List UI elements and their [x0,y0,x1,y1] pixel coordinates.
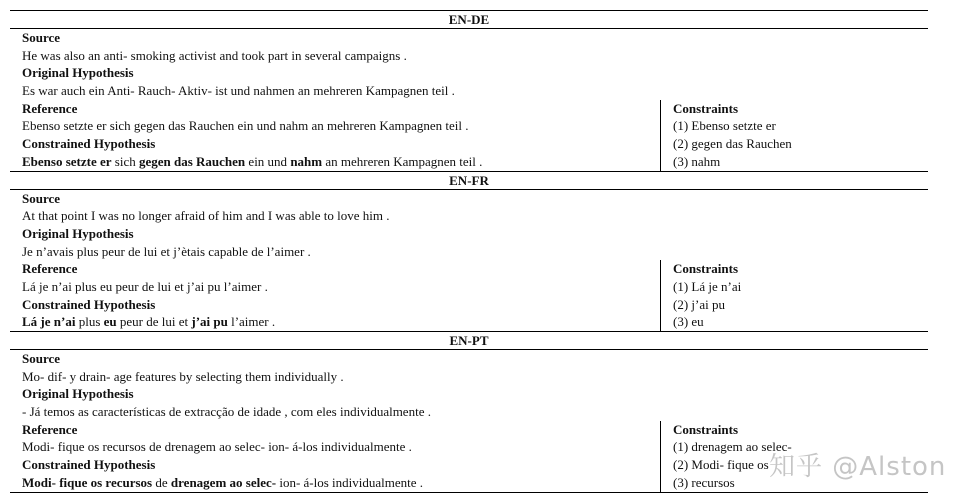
constraint-item: (2) j’ai pu [673,296,725,312]
examples-table [10,10,928,493]
constrained-hypothesis-label: Constrained Hypothesis [22,457,156,473]
constraints-label: Constraints [673,421,739,437]
hypothesis-segment: an mehreren Kampagnen teil . [322,153,483,169]
constraint-match: drenagem ao selec- [170,474,277,490]
constrained-hypothesis-label: Constrained Hypothesis [22,296,156,312]
constraint-match: gegen das Rauchen [138,153,246,169]
rule [10,492,928,493]
language-pair-title: EN-PT [449,333,489,348]
reference-label: Reference [22,100,78,116]
constraint-item: (1) Lá je n’ai [673,278,742,294]
block-en-de [10,11,928,172]
hypothesis-segment: peur de lui et [116,314,192,330]
language-pair-title: EN-DE [448,12,490,27]
constraints-label: Constraints [673,261,739,277]
reference-column [10,260,661,331]
source-text: He was also an anti- smoking activist and took part in several campaigns . [22,47,407,63]
original-hypothesis-label: Original Hypothesis [22,65,134,81]
source-text: Mo- dif- y drain- age features by selecting them individually . [22,368,344,384]
constraints-label: Constraints [673,100,739,116]
constraint-item: (3) nahm [673,153,721,169]
reference-text: Ebenso setzte er sich gegen das Rauchen ein und nahm an mehreren Kampagnen teil . [22,118,469,134]
reference-label: Reference [22,421,78,437]
reference-constraints-grid [10,100,928,171]
hypothesis-segment: ion- á-los individualmente . [276,474,424,490]
reference-constraints-grid [10,260,928,331]
hypothesis-segment: de [152,474,171,490]
constraints-column [661,100,792,171]
original-hypothesis-text: - Já temos as características de extracção de idade , com eles individualmente . [22,404,431,420]
constraint-item: (1) Ebenso setzte er [673,118,776,134]
constraints-column [661,260,741,331]
original-hypothesis-label: Original Hypothesis [22,386,134,402]
constraint-match: Lá je n’ai [22,314,76,330]
source-label: Source [22,351,61,366]
constraint-item: (1) drenagem ao selec- [673,439,792,455]
constrained-hypothesis-text [22,153,660,171]
original-hypothesis-text: Es war auch ein Anti- Rauch- Aktiv- ist und nahmen an mehreren Kampagnen teil . [22,83,455,99]
constrained-hypothesis-text [22,474,660,492]
constraint-match: Ebenso setzte er [22,153,112,169]
original-hypothesis-text: Je n’avais plus peur de lui et j’ètais capable de l’aimer . [22,243,311,259]
constraint-item: (3) recursos [673,474,735,490]
reference-text: Lá je n’ai plus eu peur de lui et j’ai pu l’aimer . [22,278,268,294]
constraint-item: (2) gegen das Rauchen [673,136,792,152]
reference-column [10,421,661,492]
constraint-match: j’ai pu [191,314,228,330]
block-en-fr [10,172,928,333]
watermark: 知乎 @Alston [769,452,947,482]
reference-text: Modi- fique os recursos de drenagem ao selec- ion- á-los individualmente . [22,439,412,455]
source-label: Source [22,30,61,45]
hypothesis-segment: l’aimer . [227,314,276,330]
reference-label: Reference [22,261,78,277]
hypothesis-segment: sich [111,153,139,169]
language-pair-title: EN-FR [449,172,489,188]
constrained-hypothesis-text [22,313,660,331]
constraint-match: Modi- fique os recursos [22,474,153,490]
constraint-item: (3) eu [673,314,704,330]
source-label: Source [22,190,61,206]
constraint-match: nahm [290,153,323,169]
constraint-match: eu [103,314,117,330]
constraint-item: (2) Modi- fique os [673,457,769,473]
original-hypothesis-label: Original Hypothesis [22,225,134,241]
hypothesis-segment: ein und [245,153,291,169]
constrained-hypothesis-label: Constrained Hypothesis [22,136,156,152]
reference-column [10,100,661,171]
source-text: At that point I was no longer afraid of him and I was able to love him . [22,208,390,224]
hypothesis-segment: plus [75,314,104,330]
